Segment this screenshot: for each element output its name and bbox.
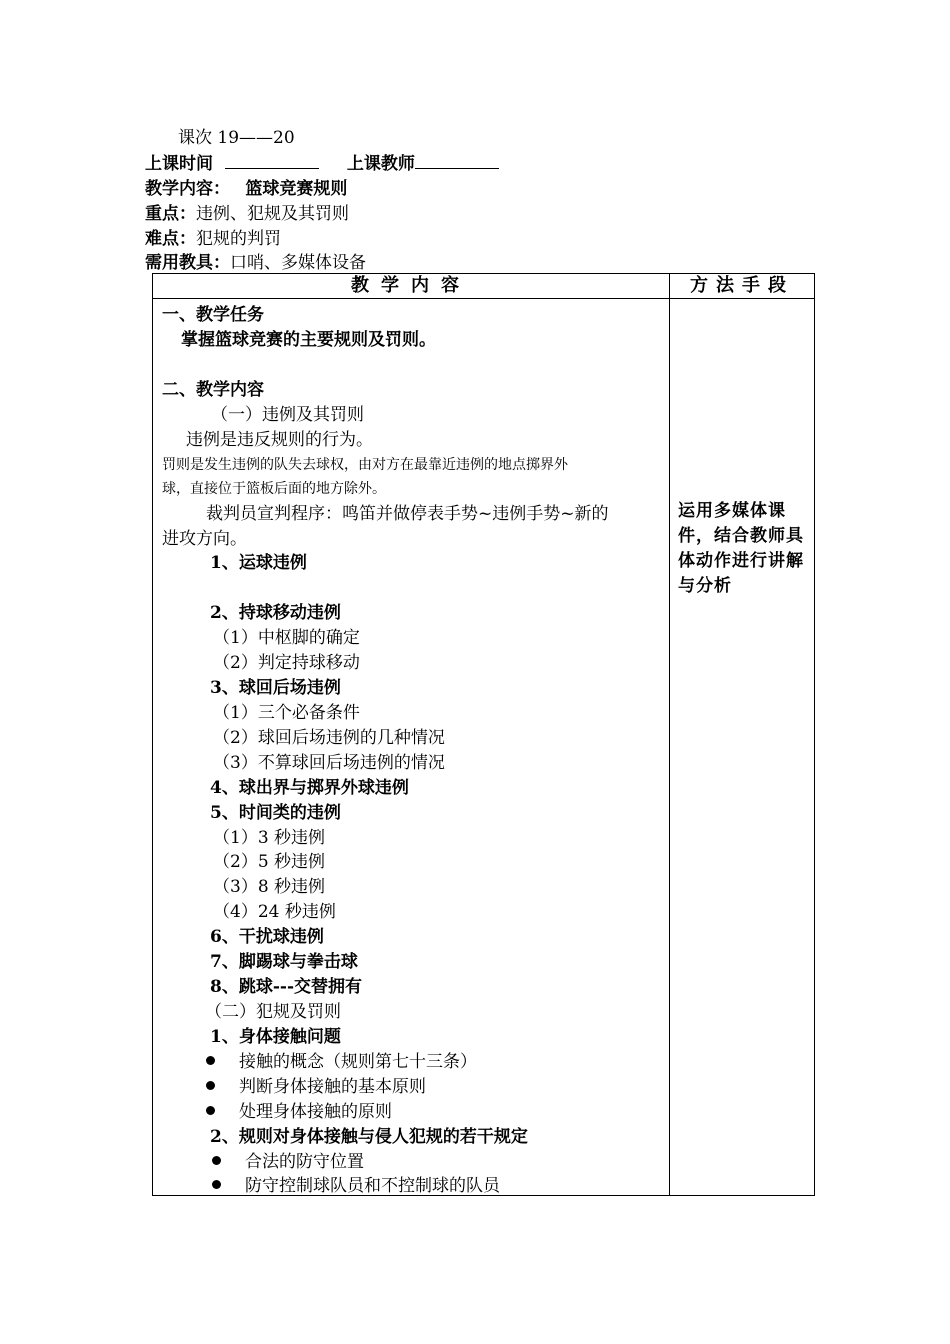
bullet-item-legal-position: 合法的防守位置 xyxy=(212,1150,364,1174)
subitem-non-backcourt-cases: （3）不算球回后场违例的情况 xyxy=(213,753,445,773)
column-header-content: 教学内容 xyxy=(153,274,670,299)
subitem-three-conditions: （1）三个必备条件 xyxy=(213,703,360,723)
key-point-value: 违例、犯规及其罚则 xyxy=(196,204,349,224)
teacher-blank xyxy=(415,152,499,169)
bullet-icon xyxy=(212,1156,221,1165)
teaching-content-row xyxy=(145,177,347,201)
bullet-item-contact-concept: 接触的概念（规则第七十三条） xyxy=(206,1050,477,1074)
subitem-5-seconds: （2）5 秒违例 xyxy=(213,852,326,872)
bullet-item-guarding-players: 防守控制球队员和不控制球的队员 xyxy=(212,1174,500,1198)
item-kicking-fist: 7、脚踢球与拳击球 xyxy=(210,952,358,972)
subitem-pivot-foot: （1）中枢脚的确定 xyxy=(213,628,360,648)
subitem-traveling: （2）判定持球移动 xyxy=(213,653,360,673)
violation-definition: 违例是违反规则的行为。 xyxy=(186,430,373,450)
subitem-backcourt-cases: （2）球回后场违例的几种情况 xyxy=(213,728,445,748)
procedure-line2: 进攻方向。 xyxy=(162,529,247,549)
bullet-icon xyxy=(212,1180,221,1189)
subsection-fouls: （二）犯规及罚则 xyxy=(205,1002,341,1022)
teaching-content-value: 篮球竞赛规则 xyxy=(245,179,348,199)
teacher-label: 上课教师 xyxy=(346,154,415,174)
penalty-text-line1: 罚则是发生违例的队失去球权，由对方在最靠近违例的地点掷界外 xyxy=(162,457,568,473)
method-text: 运用多媒体课件，结合教师具体动作进行讲解与分析 xyxy=(678,501,804,596)
table-header-row xyxy=(153,274,815,299)
item-dribble-violation: 1、运球违例 xyxy=(210,553,307,573)
content-cell xyxy=(153,299,670,1196)
class-time-label: 上课时间 xyxy=(145,154,213,174)
bullet-icon xyxy=(206,1106,215,1115)
lesson-table xyxy=(152,273,815,1196)
key-point-label: 重点： xyxy=(145,204,196,224)
equipment-label: 需用教具： xyxy=(145,253,230,273)
column-header-method: 方法手段 xyxy=(670,274,815,299)
difficulty-value: 犯规的判罚 xyxy=(196,229,281,249)
item-body-contact: 1、身体接触问题 xyxy=(210,1027,341,1047)
lesson-number: 课次 19——20 xyxy=(178,128,295,148)
section-teaching-task: 一、教学任务 xyxy=(162,305,264,325)
subitem-24-seconds: （4）24 秒违例 xyxy=(213,902,336,922)
class-time-blank xyxy=(225,152,319,169)
subitem-3-seconds: （1）3 秒违例 xyxy=(213,828,326,848)
bullet-icon xyxy=(206,1056,215,1065)
time-teacher-row xyxy=(145,152,499,176)
section-teaching-content: 二、教学内容 xyxy=(162,380,264,400)
item-jump-ball: 8、跳球---交替拥有 xyxy=(210,977,362,997)
table-body-row xyxy=(153,299,815,1196)
bullet-item-handling-principles: 处理身体接触的原则 xyxy=(206,1100,392,1124)
item-contact-rules: 2、规则对身体接触与侵人犯规的若干规定 xyxy=(210,1127,528,1147)
bullet-icon xyxy=(206,1081,215,1090)
task-text: 掌握篮球竞赛的主要规则及罚则。 xyxy=(181,330,436,350)
teaching-content-label: 教学内容： xyxy=(145,179,230,199)
item-out-of-bounds: 4、球出界与掷界外球违例 xyxy=(210,778,409,798)
procedure-line1: 裁判员宣判程序：鸣笛并做停表手势~违例手势~新的 xyxy=(206,504,609,524)
equipment-value: 口哨、多媒体设备 xyxy=(230,253,366,273)
subitem-8-seconds: （3）8 秒违例 xyxy=(213,877,326,897)
item-backcourt-violation: 3、球回后场违例 xyxy=(210,678,341,698)
subsection-violations: （一）违例及其罚则 xyxy=(211,405,364,425)
method-cell xyxy=(670,299,815,1196)
difficulty-label: 难点： xyxy=(145,229,196,249)
item-goaltending: 6、干扰球违例 xyxy=(210,927,324,947)
item-travel-violation: 2、持球移动违例 xyxy=(210,603,341,623)
equipment-row xyxy=(145,251,366,275)
penalty-text-line2: 球，直接位于篮板后面的地方除外。 xyxy=(162,481,386,497)
bullet-item-contact-principles: 判断身体接触的基本原则 xyxy=(206,1075,426,1099)
difficulty-row xyxy=(145,227,281,251)
key-point-row xyxy=(145,202,349,226)
item-time-violations: 5、时间类的违例 xyxy=(210,803,341,823)
